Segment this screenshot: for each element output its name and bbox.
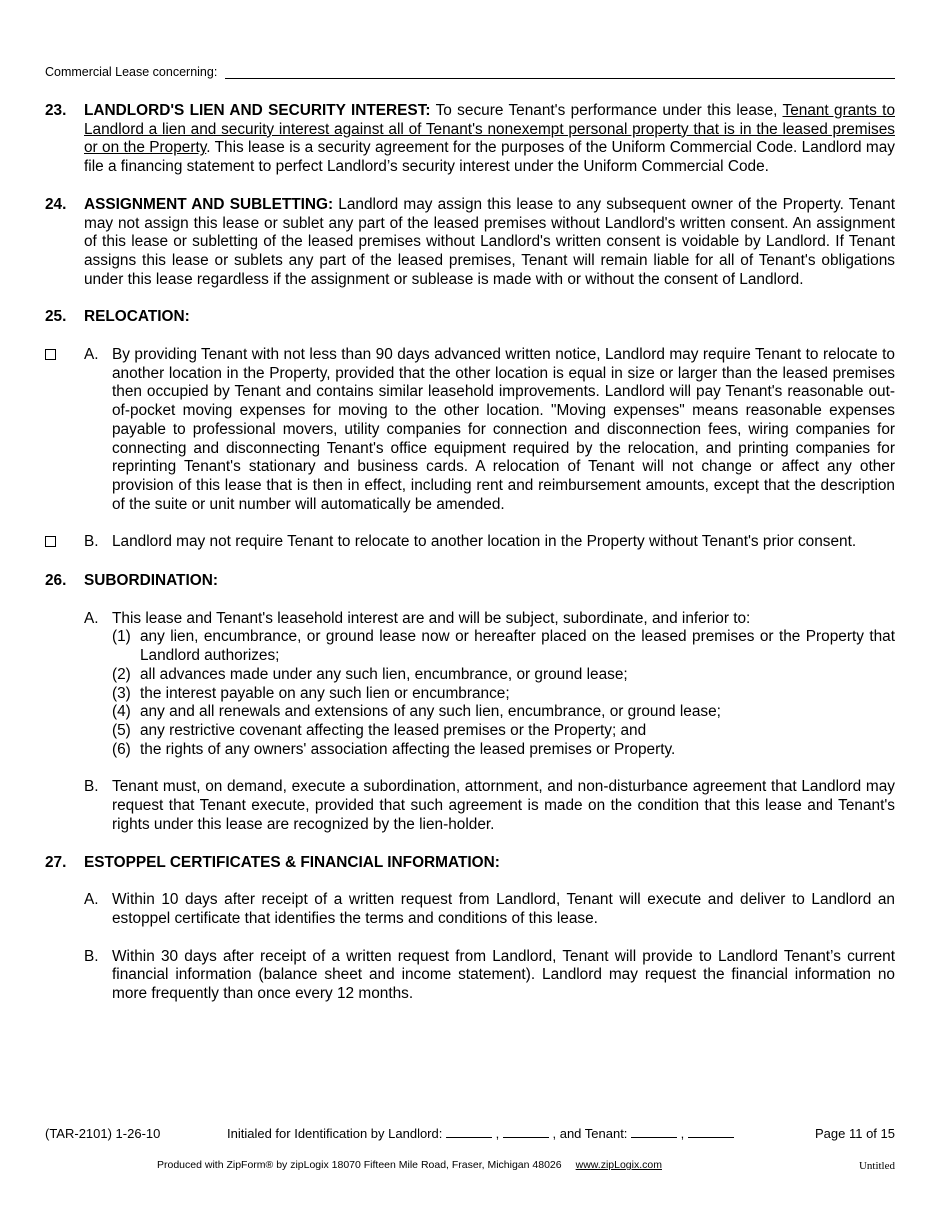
section-text [84,102,895,177]
section-24 [45,196,895,290]
tenant-initial-2[interactable] [688,1126,734,1138]
list-number: (6) [112,740,131,758]
section-text-rest: . This lease is a security agreement for the purposes of the Uniform Commercial Code. Landlord may file a financing statement to perfect Landlord’s security interest under the Uniform Commercial Code. [84,139,895,176]
subsection-letter: B. [84,947,99,965]
list-text: any lien, encumbrance, or ground lease now or hereafter placed on the leased premises or the Property that Landlord authorizes; [140,628,895,665]
estoppel-a [84,891,895,928]
comma-sep: , [495,1125,500,1141]
subsection-text: Tenant must, on demand, execute a subordination, attornment, and non-disturbance agreement that Landlord may request that Tenant execute, provided that such agreement is made on the condition that this lease and Tenant's rights under this lease are recognized by the lien-holder. [112,778,895,833]
section-body: Landlord may assign this lease to any subsequent owner of the Property. Tenant may not assign this lease or sublet any part of the leased premises without Landlord's written consent. An assignment of this lease or subletting of the leased premises without Landlord's written consent is voidable by Landlord. If Tenant assigns this lease or sublets any part of the leased premises, Tenant will remain liable for all of Tenant's obligations under this lease regardless if the assignment or sublease is made with or without the consent of Landlord. [84,195,895,288]
section-title: ASSIGNMENT AND SUBLETTING: [84,195,334,213]
list-text: any and all renewals and extensions of any such lien, encumbrance, or ground lease; [140,703,721,721]
subordination-b [84,778,895,834]
subsection-text: Within 10 days after receipt of a written request from Landlord, Tenant will execute and deliver to Landlord an estoppel certificate that identifies the terms and conditions of this lease. [112,891,895,927]
section-title: ESTOPPEL CERTIFICATES & FINANCIAL INFORMATION: [84,853,500,871]
section-number: 23. [45,102,67,119]
list-item [112,703,895,722]
list-text: the interest payable on any such lien or encumbrance; [140,684,510,702]
section-text-intro: To secure Tenant's performance under this lease, [430,102,783,119]
option-text: Landlord may not require Tenant to relocate to another location in the Property without Tenant's prior consent. [112,533,857,551]
produced-by-line [157,1159,662,1171]
option-text: By providing Tenant with not less than 90 days advanced written notice, Landlord may require Tenant to relocate to another location in the Property, provided that the other location is equal in size or larger than the leased premises then occupied by Tenant and contains similar leasehold improvements. Landlord will pay Tenant's reasonable out-of-pocket moving expenses for moving to the other location. "Moving expenses" means reasonable expenses payable to professional movers, utility companies for connection and disconnection fees, wiring companies for connecting and disconnecting Tenant's office equipment required by the relocation, and printing companies for reprinting Tenant's stationary and business cards. A relocation of Tenant will not change or affect any other provision of this lease that is then in effect, including rent and reimbursement amounts, except that the description of the suite or unit number will automatically be amended. [112,346,895,513]
list-text: any restrictive covenant affecting the leased premises or the Property; and [140,721,647,739]
page-footer [45,1124,895,1142]
form-code: (TAR-2101) 1-26-10 [45,1125,161,1141]
relocation-b-checkbox[interactable] [45,536,56,547]
list-item [112,666,895,685]
estoppel-b [84,948,895,1004]
list-number: (4) [112,703,131,721]
section-27-heading [45,854,895,873]
list-number: (1) [112,628,131,646]
section-number: 27. [45,853,67,871]
subsection-letter: A. [84,891,99,909]
tenant-initial-1[interactable] [631,1126,677,1138]
page-header [45,63,895,79]
section-title: RELOCATION: [84,308,190,326]
subordination-a [84,610,895,760]
list-number: (2) [112,665,131,683]
section-26-heading [45,572,895,591]
list-number: (5) [112,721,131,739]
relocation-option-a [45,346,895,514]
and-tenant-label: , and Tenant: [552,1125,628,1141]
section-text [84,196,895,290]
property-address-line[interactable] [225,65,895,79]
landlord-initial-2[interactable] [503,1126,549,1138]
initials-block [227,1126,815,1141]
section-number: 24. [45,195,67,213]
section-number: 25. [45,308,67,326]
subsection-text: Within 30 days after receipt of a written request from Landlord, Tenant will provide to Landlord Tenant’s current financial information (balance sheet and income statement). Landlord may request the financial information no more frequently than once every 12 months. [112,947,895,1003]
initials-label: Initialed for Identification by Landlord: [227,1125,443,1141]
list-number: (3) [112,684,131,702]
page-number: Page 11 of 15 [815,1125,895,1141]
relocation-option-b [45,533,895,553]
ziplogix-link[interactable]: www.zipLogix.com [575,1159,662,1171]
section-title: SUBORDINATION: [84,572,218,590]
underlined-clause: Tenant grants to Landlord a lien and security interest against all of Tenant's nonexempt personal property that is in the leased premises or on the Property [84,102,895,157]
subsection-content [112,610,895,760]
relocation-a-checkbox[interactable] [45,349,56,360]
produced-text: Produced with ZipForm® by zipLogix 18070 Fifteen Mile Road, Fraser, Michigan 48026 [157,1159,562,1171]
comma-sep: , [680,1125,685,1141]
section-title: LANDLORD'S LIEN AND SECURITY INTEREST: [84,102,431,119]
subsection-letter: A. [84,609,99,627]
list-item [112,685,895,704]
option-letter: A. [84,346,99,364]
section-25-heading [45,308,895,327]
document-body [45,102,895,1023]
list-item [112,741,895,760]
list-item [112,628,895,665]
list-item [112,722,895,741]
section-number: 26. [45,572,67,590]
list-text: all advances made under any such lien, encumbrance, or ground lease; [140,665,628,683]
subsection-intro: This lease and Tenant's leasehold interest are and will be subject, subordinate, and inferior to: [112,609,751,627]
list-text: the rights of any owners' association affecting the leased premises or Property. [140,740,676,758]
section-23 [45,102,895,177]
document-name: Untitled [858,1160,895,1172]
option-letter: B. [84,533,99,551]
header-label: Commercial Lease concerning: [45,65,218,79]
landlord-initial-1[interactable] [446,1126,492,1138]
subsection-letter: B. [84,778,99,796]
